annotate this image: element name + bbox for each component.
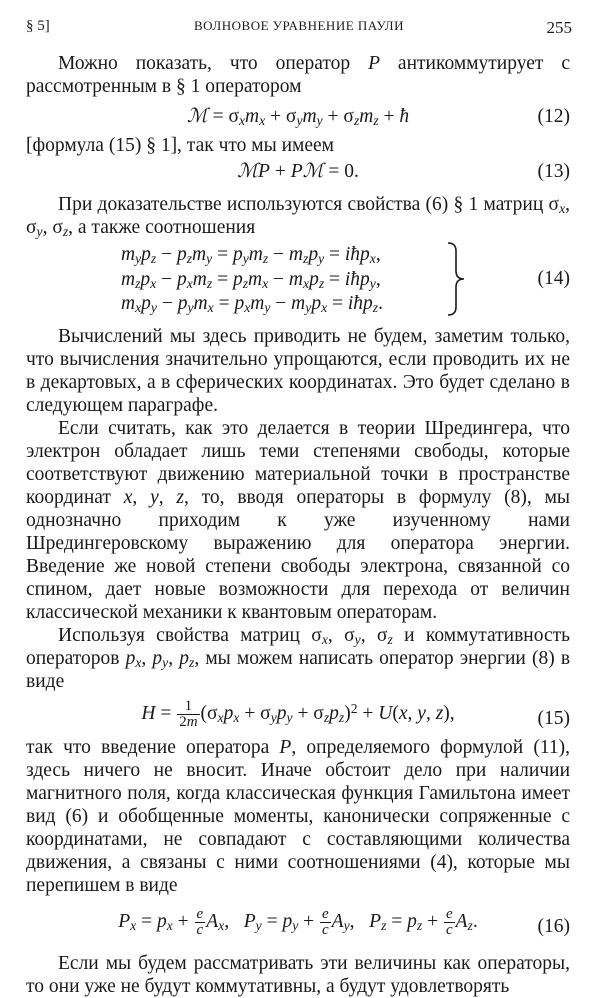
right-brace-icon [446,241,468,317]
equation-14-number: (14) [537,268,570,289]
equation-14-line-3: $m_xp_y - p_ym_x = p_xm_y - m_yp_x$ = iħp$_z$. [121,293,383,315]
paragraph-1: Можно показать, что оператор P антикоммутирует с рассмотренным в § 1 оператором [26,53,570,97]
equation-15: H = $\frac{1}{2m}$ $(\sigma_xp_x + \sigma_yp_y + \sigma_zp_z)^2 + U(x$, y, z), (15) [141,698,570,730]
equation-14-lines [121,243,383,317]
paragraph-2: [формула (15) § 1], так что мы имеем [26,135,335,156]
paragraph-3: При доказательстве используются свойства (6) § 1 матриц $\sigma_x$, $\sigma_y$, $\sigma_z$, а также соотношения [26,194,570,239]
equation-14-line-1: $m_yp_z - p_zm_y = p_ym_z - m_zp_y$ = iħp$_x$, [121,244,381,266]
equation-16: $P_x = p_x$ + $\frac{e}{c}$ $A_x$, $P_y = p_y$ + $\frac{e}{c}$ $A_y$, $P_z = p_z$ + $\frac{e}{c}$ $A_z$. (16) [118,906,570,938]
equation-15-number: (15) [537,708,570,729]
equation-12-number: (12) [537,106,570,127]
paragraph-7: так что введение оператора P, определяемого формулой (11), здесь ничего не вносит. Иначе обстоит дело при наличии магнитного поля, когда классическая функция Гамильтона имеет вид (6) и обобщенные моменты, канонически сопряженные с координатами, не совпадают с составляющими количества движения, а связаны с ними соотношениями (4), которые мы перепишем в виде [26,737,570,896]
paragraph-5: Если считать, как это делается в теории Шредингера, что электрон обладает лишь теми степенями свободы, которые соответствуют движению материальной точки в пространстве координат x, y, z, то, вводя операторы в формулу (8), мы однозначно приходим к уже изученному нами Шредингеровскому выражению для оператора энергии. Введение же новой степени свободы электрона, связанной со спином, дает новые возможности для перехода от величин классической механики к квантовым операторам. [26,418,571,623]
equation-12: ℳ = $\sigma_xm_x + \sigma_ym_y + \sigma_zm_z$ + ħ (12) [186,104,570,128]
paragraph-8: Если мы будем рассматривать эти величины как операторы, то они уже не будут коммутативны, а будут удовлетворять [26,953,570,997]
equation-14-line-2: $m_zp_x - p_xm_z = p_zm_x - m_xp_z$ = iħp$_y$, [121,268,381,291]
equation-14-system [26,243,570,317]
header-title: ВОЛНОВОЕ УРАВНЕНИЕ ПАУЛИ [194,18,404,33]
equation-13: ℳP + Pℳ = 0. (13) [237,159,570,182]
running-header [26,18,572,40]
equation-16-number: (16) [537,916,570,937]
header-section: § 5] [26,18,50,34]
paragraph-6: Используя свойства матриц $\sigma_x$, $\sigma_y$, $\sigma_z$ и коммутативность операторов $p_x$, $p_y$, $p_z$, мы можем написать оператор энергии (8) в виде [26,625,571,692]
paragraph-4: Вычислений мы здесь приводить не будем, заметим только, что вычисления значительно упрощаются, если проводить их не в декартовых, а в сферических координатах. Это будет сделано в следующем параграфе. [26,326,570,416]
equation-13-number: (13) [537,161,570,182]
page-number: 255 [546,18,572,37]
page-body [26,52,570,998]
